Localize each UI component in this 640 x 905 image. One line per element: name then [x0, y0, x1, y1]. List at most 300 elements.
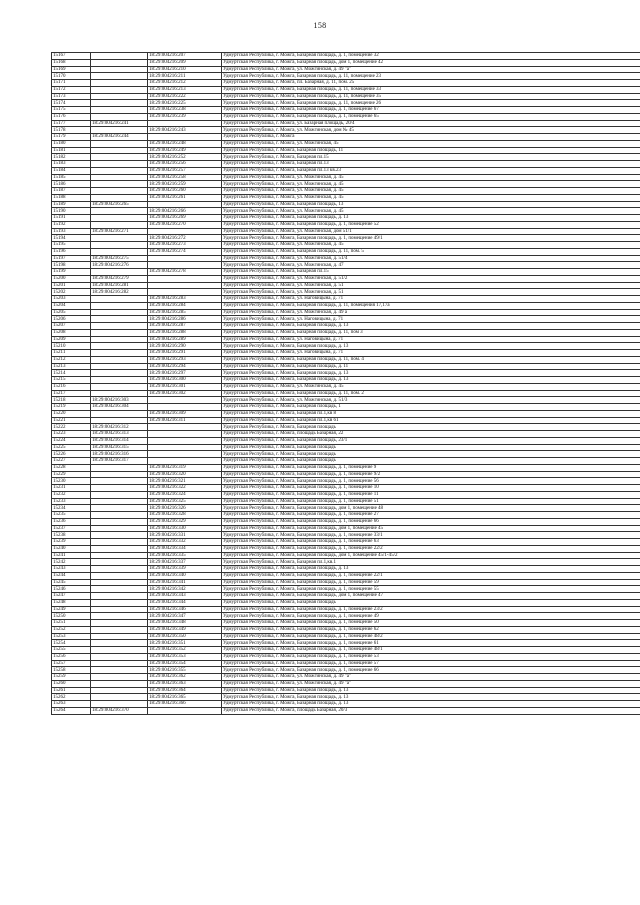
premises-number-cell: 18:29:004216:269 — [148, 215, 222, 222]
parcel-number-cell — [91, 599, 148, 606]
parcel-number-cell — [91, 593, 148, 600]
row-number-cell: 15251 — [52, 620, 91, 627]
table-row — [52, 181, 640, 188]
table-row — [52, 458, 640, 465]
address-cell: Удмуртская Республика, г. Можга, ул. Наговицына, д. 71 — [222, 316, 640, 323]
premises-number-cell: 18:29:004216:363 — [148, 680, 222, 687]
table-row — [52, 59, 640, 66]
premises-number-cell — [148, 437, 222, 444]
table-row — [52, 451, 640, 458]
address-cell: Удмуртская Республика, г. Можга, Базарная пл.15 — [222, 269, 640, 276]
address-cell: Удмуртская Республика, г. Можга, Базарная площадь, 23/1 — [222, 437, 640, 444]
table-row — [52, 161, 640, 168]
address-cell: Удмуртская Республика, г. Можга, Базарная площадь — [222, 451, 640, 458]
premises-number-cell: 18:29:004216:353 — [148, 653, 222, 660]
parcel-number-cell: 18:29:004216:281 — [91, 282, 148, 289]
parcel-number-cell — [91, 478, 148, 485]
parcel-number-cell — [91, 242, 148, 249]
parcel-number-cell — [91, 532, 148, 539]
row-number-cell: 15264 — [52, 707, 91, 714]
premises-number-cell: 18:29:004216:344 — [148, 599, 222, 606]
table-row — [52, 275, 640, 282]
premises-number-cell: 18:29:004216:320 — [148, 471, 222, 478]
row-number-cell: 15185 — [52, 174, 91, 181]
parcel-number-cell — [91, 485, 148, 492]
premises-number-cell: 18:29:004216:290 — [148, 343, 222, 350]
table-row — [52, 599, 640, 606]
table-row — [52, 242, 640, 249]
address-cell: Удмуртская Республика, г. Можга, ул. Можгинская, д. 49 "а" — [222, 680, 640, 687]
address-cell: Удмуртская Республика, г. Можга, Базарная площадь, 11 — [222, 147, 640, 154]
address-cell: Удмуртская Республика, г. Можга, ул. Можгинская, д. 47 — [222, 262, 640, 269]
address-cell: Удмуртская Республика, г. Можга, Базарная пл.1,кв.1 — [222, 559, 640, 566]
table-row — [52, 687, 640, 694]
address-cell: Удмуртская Республика, г. Можга, Базарная площадь, д. 1, помещение 23/2 — [222, 606, 640, 613]
premises-number-cell: 18:29:004216:347 — [148, 613, 222, 620]
parcel-number-cell — [91, 329, 148, 336]
row-number-cell: 15241 — [52, 552, 91, 559]
address-cell: Удмуртская Республика, г. Можга, Базарная площадь, д. 1, помещение 55 — [222, 586, 640, 593]
address-cell: Удмуртская Республика, г. Можга, ул. Можгинская, д. 45 — [222, 194, 640, 201]
parcel-number-cell — [91, 498, 148, 505]
table-row — [52, 397, 640, 404]
address-cell: Удмуртская Республика, г. Можга, Базарная площадь, дом 1, помещение 42 — [222, 59, 640, 66]
address-cell: Удмуртская Республика, г. Можга, ул. Можгинская, д. 51/3 — [222, 397, 640, 404]
premises-number-cell: 18:29:004216:319 — [148, 464, 222, 471]
address-cell: Удмуртская Республика, г. Можга, Базарная площадь, д. 1, помещение 66 — [222, 667, 640, 674]
row-number-cell: 15230 — [52, 478, 91, 485]
table-row — [52, 107, 640, 114]
parcel-number-cell — [91, 107, 148, 114]
premises-number-cell: 18:29:004216:289 — [148, 336, 222, 343]
premises-number-cell: 18:29:004216:256 — [148, 161, 222, 168]
address-cell: Удмуртская Республика, г. Можга, ул. Наговицына, д. 71 — [222, 336, 640, 343]
premises-number-cell: 18:29:004216:366 — [148, 701, 222, 708]
table-row — [52, 410, 640, 417]
row-number-cell: 15222 — [52, 424, 91, 431]
premises-number-cell: 18:29:004216:302 — [148, 390, 222, 397]
parcel-number-cell — [91, 674, 148, 681]
address-cell: Удмуртская Республика, г. Можга, ул. Наговицына, д. 71 — [222, 296, 640, 303]
premises-number-cell — [148, 397, 222, 404]
parcel-number-cell — [91, 336, 148, 343]
row-number-cell: 15221 — [52, 417, 91, 424]
row-number-cell: 15180 — [52, 140, 91, 147]
address-cell: Удмуртская Республика, г. Можга, Базарная площадь, д. 1, помещение 27 — [222, 512, 640, 519]
parcel-number-cell — [91, 377, 148, 384]
row-number-cell: 15217 — [52, 390, 91, 397]
table-row — [52, 437, 640, 444]
row-number-cell: 15220 — [52, 410, 91, 417]
parcel-number-cell — [91, 113, 148, 120]
table-row — [52, 464, 640, 471]
parcel-number-cell: 18:29:004216:370 — [91, 707, 148, 714]
row-number-cell: 15218 — [52, 397, 91, 404]
table-row — [52, 532, 640, 539]
parcel-number-cell — [91, 93, 148, 100]
row-number-cell: 15176 — [52, 113, 91, 120]
premises-number-cell: 18:29:004216:286 — [148, 316, 222, 323]
premises-number-cell: 18:29:004216:297 — [148, 370, 222, 377]
parcel-number-cell — [91, 640, 148, 647]
parcel-number-cell — [91, 410, 148, 417]
premises-number-cell: 18:29:004216:260 — [148, 188, 222, 195]
parcel-number-cell — [91, 174, 148, 181]
address-cell: Удмуртская Республика, г. Можга, Базарная площадь, д. 11, помещение 26 — [222, 100, 640, 107]
table-row — [52, 633, 640, 640]
row-number-cell: 15199 — [52, 269, 91, 276]
parcel-number-cell — [91, 167, 148, 174]
table-row — [52, 471, 640, 478]
parcel-number-cell — [91, 579, 148, 586]
premises-number-cell: 18:29:004216:291 — [148, 350, 222, 357]
address-cell: Удмуртская Республика, г. Можга, Базарная площадь, д. 11, пом. 2 — [222, 390, 640, 397]
row-number-cell: 15207 — [52, 323, 91, 330]
row-number-cell: 15237 — [52, 525, 91, 532]
premises-number-cell: 18:29:004216:348 — [148, 620, 222, 627]
parcel-number-cell — [91, 194, 148, 201]
parcel-number-cell — [91, 80, 148, 87]
parcel-number-cell — [91, 566, 148, 573]
address-cell: Удмуртская Республика, г. Можга, Базарная площадь, д. 1, помещение 11 — [222, 491, 640, 498]
table-row — [52, 350, 640, 357]
row-number-cell: 15210 — [52, 343, 91, 350]
parcel-number-cell: 18:29:004216:265 — [91, 201, 148, 208]
address-cell: Удмуртская Республика, г. Можга, ул. Можгинская, д. 51/2 — [222, 275, 640, 282]
table-row — [52, 431, 640, 438]
address-cell: Удмуртская Республика, г. Можга, Базарная площадь, д. 13 — [222, 323, 640, 330]
table-row — [52, 478, 640, 485]
premises-number-cell: 18:29:004216:300 — [148, 377, 222, 384]
table-row — [52, 653, 640, 660]
table-row — [52, 66, 640, 73]
table-row — [52, 100, 640, 107]
table-row — [52, 53, 640, 60]
row-number-cell: 15250 — [52, 613, 91, 620]
table-row — [52, 356, 640, 363]
address-cell: Удмуртская Республика, г. Можга, Базарная площадь, д. 13 — [222, 694, 640, 701]
premises-number-cell: 18:29:004216:243 — [148, 127, 222, 134]
address-cell: Удмуртская Республика, г. Можга, Базарная площадь, д. 1, помещение 63 — [222, 539, 640, 546]
parcel-number-cell: 18:29:004216:303 — [91, 397, 148, 404]
premises-number-cell — [148, 451, 222, 458]
row-number-cell: 15211 — [52, 350, 91, 357]
premises-number-cell: 18:29:004216:252 — [148, 154, 222, 161]
table-row — [52, 235, 640, 242]
parcel-number-cell: 18:29:004216:316 — [91, 451, 148, 458]
row-number-cell: 15172 — [52, 86, 91, 93]
row-number-cell: 15186 — [52, 181, 91, 188]
table-row — [52, 86, 640, 93]
parcel-number-cell: 18:29:004216:312 — [91, 424, 148, 431]
row-number-cell: 15200 — [52, 275, 91, 282]
parcel-number-cell — [91, 559, 148, 566]
address-cell: Удмуртская Республика, г. Можга, пл. Базарная, д. 11, пом. 25 — [222, 80, 640, 87]
row-number-cell: 15258 — [52, 667, 91, 674]
parcel-number-cell: 18:29:004216:315 — [91, 444, 148, 451]
address-cell: Удмуртская Республика, г. Можга, площадь Базарная, 22 — [222, 431, 640, 438]
premises-number-cell: 18:29:004216:337 — [148, 559, 222, 566]
premises-number-cell: 18:29:004216:287 — [148, 323, 222, 330]
parcel-number-cell: 18:29:004216:241 — [91, 120, 148, 127]
row-number-cell: 15233 — [52, 498, 91, 505]
row-number-cell: 15254 — [52, 640, 91, 647]
premises-number-cell: 18:29:004216:355 — [148, 667, 222, 674]
table-row — [52, 660, 640, 667]
row-number-cell: 15203 — [52, 296, 91, 303]
premises-number-cell: 18:29:004216:326 — [148, 505, 222, 512]
table-row — [52, 289, 640, 296]
address-cell: Удмуртская Республика, г. Можга, Базарная площадь, д. 11, помещение 33 — [222, 86, 640, 93]
row-number-cell: 15197 — [52, 255, 91, 262]
parcel-number-cell — [91, 633, 148, 640]
table-row — [52, 73, 640, 80]
table-row — [52, 390, 640, 397]
premises-number-cell: 18:29:004216:322 — [148, 485, 222, 492]
row-number-cell: 15189 — [52, 201, 91, 208]
table-row — [52, 174, 640, 181]
row-number-cell: 15168 — [52, 59, 91, 66]
premises-number-cell: 18:29:004216:212 — [148, 80, 222, 87]
table-row — [52, 147, 640, 154]
row-number-cell: 15215 — [52, 377, 91, 384]
parcel-number-cell — [91, 518, 148, 525]
table-row — [52, 262, 640, 269]
address-cell: Удмуртская Республика, г. Можга, Базарная площадь, д. 1, помещение 56 — [222, 478, 640, 485]
parcel-number-cell: 18:29:004216:314 — [91, 437, 148, 444]
table-row — [52, 370, 640, 377]
premises-number-cell: 18:29:004216:222 — [148, 93, 222, 100]
table-row — [52, 167, 640, 174]
row-number-cell: 15226 — [52, 451, 91, 458]
row-number-cell: 15257 — [52, 660, 91, 667]
table-row — [52, 505, 640, 512]
row-number-cell: 15195 — [52, 242, 91, 249]
parcel-number-cell: 18:29:004216:271 — [91, 228, 148, 235]
premises-number-cell: 18:29:004216:352 — [148, 647, 222, 654]
row-number-cell: 15173 — [52, 93, 91, 100]
address-cell: Удмуртская Республика, г. Можга, Базарная площадь, д. 1, помещение 22/2 — [222, 545, 640, 552]
premises-number-cell: 18:29:004216:309 — [148, 410, 222, 417]
row-number-cell: 15178 — [52, 127, 91, 134]
premises-number-cell: 18:29:004216:213 — [148, 86, 222, 93]
premises-number-cell — [148, 404, 222, 411]
table-row — [52, 424, 640, 431]
address-cell: Удмуртская Республика, г. Можга, Базарная площадь, д. 1, помещение 65 — [222, 113, 640, 120]
row-number-cell: 15175 — [52, 107, 91, 114]
premises-number-cell: 18:29:004216:266 — [148, 208, 222, 215]
table-row — [52, 593, 640, 600]
premises-number-cell — [148, 134, 222, 141]
table-row — [52, 316, 640, 323]
address-cell: Удмуртская Республика, г. Можга, Базарная площадь, дом 1, помещение 45 — [222, 525, 640, 532]
address-cell: Удмуртская Республика, г. Можга, Базарная площадь, дом 1, помещение 47 — [222, 593, 640, 600]
premises-number-cell: 18:29:004216:334 — [148, 545, 222, 552]
parcel-number-cell — [91, 161, 148, 168]
row-number-cell: 15260 — [52, 680, 91, 687]
table-row — [52, 707, 640, 714]
row-number-cell: 15261 — [52, 687, 91, 694]
row-number-cell: 15169 — [52, 66, 91, 73]
table-row — [52, 694, 640, 701]
address-cell: Удмуртская Республика, г. Можга, Базарная площадь — [222, 444, 640, 451]
parcel-number-cell — [91, 491, 148, 498]
row-number-cell: 15232 — [52, 491, 91, 498]
row-number-cell: 15208 — [52, 329, 91, 336]
parcel-number-cell — [91, 525, 148, 532]
parcel-number-cell — [91, 647, 148, 654]
table-row — [52, 667, 640, 674]
address-cell: Удмуртская Республика, г. Можга, Базарная площадь — [222, 424, 640, 431]
parcel-number-cell — [91, 356, 148, 363]
row-number-cell: 15256 — [52, 653, 91, 660]
parcel-number-cell — [91, 302, 148, 309]
premises-number-cell — [148, 282, 222, 289]
table-row — [52, 336, 640, 343]
table-row — [52, 255, 640, 262]
premises-number-cell: 18:29:004216:261 — [148, 194, 222, 201]
premises-number-cell — [148, 120, 222, 127]
row-number-cell: 15219 — [52, 404, 91, 411]
premises-number-cell: 18:29:004216:346 — [148, 606, 222, 613]
parcel-number-cell — [91, 545, 148, 552]
row-number-cell: 15231 — [52, 485, 91, 492]
address-cell: Удмуртская Республика, г. Можга, ул. Можгинская, д. 45 — [222, 174, 640, 181]
premises-number-cell: 18:29:004216:335 — [148, 552, 222, 559]
parcel-number-cell — [91, 660, 148, 667]
parcel-number-cell — [91, 363, 148, 370]
parcel-number-cell — [91, 505, 148, 512]
premises-number-cell: 18:29:004216:293 — [148, 356, 222, 363]
parcel-number-cell — [91, 586, 148, 593]
row-number-cell: 15247 — [52, 593, 91, 600]
address-cell: Удмуртская Республика, г. Можга, ул. Можгинская, д. 45 — [222, 188, 640, 195]
premises-number-cell: 18:29:004216:211 — [148, 73, 222, 80]
address-cell: Удмуртская Республика, г. Можга, Базарная площадь, д. 11 — [222, 363, 640, 370]
address-cell: Удмуртская Республика, г. Можга, Базарная площадь, д. 13 — [222, 687, 640, 694]
premises-number-cell: 18:29:004216:294 — [148, 363, 222, 370]
premises-number-cell: 18:29:004216:301 — [148, 383, 222, 390]
premises-number-cell: 18:29:004216:343 — [148, 593, 222, 600]
table-row — [52, 80, 640, 87]
table-row — [52, 545, 640, 552]
parcel-number-cell: 18:29:004216:282 — [91, 289, 148, 296]
address-cell: Удмуртская Республика, г. Можга, Базарная площадь, д. 1, помещение 66 — [222, 518, 640, 525]
row-number-cell: 15216 — [52, 383, 91, 390]
address-cell: Удмуртская Республика, г. Можга, Базарная площадь, 13 — [222, 201, 640, 208]
row-number-cell: 15194 — [52, 235, 91, 242]
table-row — [52, 404, 640, 411]
address-cell: Удмуртская Республика, г. Можга, Базарная площадь, д. 13 — [222, 370, 640, 377]
parcel-number-cell — [91, 73, 148, 80]
premises-number-cell: 18:29:004216:364 — [148, 687, 222, 694]
table-row — [52, 201, 640, 208]
parcel-number-cell — [91, 464, 148, 471]
parcel-number-cell — [91, 701, 148, 708]
row-number-cell: 15213 — [52, 363, 91, 370]
address-cell: Удмуртская Республика, г. Можга, ул. Можгинская, дом 51/1 — [222, 228, 640, 235]
address-cell: Удмуртская Республика, г. Можга, Базарная площадь, д. 1, помещение 49/1 — [222, 235, 640, 242]
address-cell: Удмуртская Республика, г. Можга, Базарная пл.13 — [222, 161, 640, 168]
premises-number-cell — [148, 289, 222, 296]
table-row — [52, 154, 640, 161]
table-row — [52, 383, 640, 390]
premises-number-cell: 18:29:004216:332 — [148, 539, 222, 546]
row-number-cell: 15223 — [52, 431, 91, 438]
parcel-number-cell: 18:29:004216:317 — [91, 458, 148, 465]
premises-number-cell — [148, 424, 222, 431]
address-cell: Удмуртская Республика, г. Можга, Базарная пл.1,кв 61 — [222, 417, 640, 424]
premises-number-cell: 18:29:004216:330 — [148, 525, 222, 532]
address-cell: Удмуртская Республика, г. Можга, Базарная площадь — [222, 599, 640, 606]
premises-number-cell — [148, 228, 222, 235]
parcel-number-cell: 18:29:004216:275 — [91, 255, 148, 262]
address-cell: Удмуртская Республика, г. Можга, ул. Можгинская, д. 45 — [222, 181, 640, 188]
parcel-number-cell — [91, 572, 148, 579]
table-row — [52, 701, 640, 708]
table-row — [52, 552, 640, 559]
address-cell: Удмуртская Республика, г. Можга, ул. Можгинская, д. 45 — [222, 208, 640, 215]
parcel-number-cell — [91, 188, 148, 195]
parcel-number-cell — [91, 86, 148, 93]
row-number-cell: 15214 — [52, 370, 91, 377]
parcel-number-cell — [91, 620, 148, 627]
row-number-cell: 15239 — [52, 539, 91, 546]
row-number-cell: 15235 — [52, 512, 91, 519]
row-number-cell: 15196 — [52, 248, 91, 255]
table-row — [52, 586, 640, 593]
table-row — [52, 485, 640, 492]
row-number-cell: 15263 — [52, 701, 91, 708]
premises-number-cell: 18:29:004216:278 — [148, 269, 222, 276]
table-row — [52, 518, 640, 525]
parcel-number-cell — [91, 653, 148, 660]
address-cell: Удмуртская Республика, г. Можга, Базарная пл.15 — [222, 154, 640, 161]
premises-number-cell — [148, 431, 222, 438]
premises-number-cell: 18:29:004216:328 — [148, 512, 222, 519]
parcel-number-cell — [91, 680, 148, 687]
address-cell: Удмуртская Республика, г. Можга, Базарная площадь, д. 1, помещение 50 — [222, 620, 640, 627]
table-row — [52, 282, 640, 289]
table-row — [52, 559, 640, 566]
premises-number-cell: 18:29:004216:350 — [148, 633, 222, 640]
address-cell: Удмуртская Республика, г. Можга, Базарная площадь, д. 1, помещение 57 — [222, 660, 640, 667]
parcel-number-cell — [91, 370, 148, 377]
row-number-cell: 15252 — [52, 626, 91, 633]
parcel-number-cell: 18:29:004216:304 — [91, 404, 148, 411]
row-number-cell: 15170 — [52, 73, 91, 80]
table-row — [52, 309, 640, 316]
row-number-cell: 15201 — [52, 282, 91, 289]
address-cell: Удмуртская Республика, г. Можга, Базарная площадь, д. 11, пом. 4 — [222, 356, 640, 363]
premises-number-cell: 18:29:004216:341 — [148, 579, 222, 586]
row-number-cell: 15206 — [52, 316, 91, 323]
address-cell: Удмуртская Республика, г. Можга, ул. Наговицына, д. 71 — [222, 350, 640, 357]
row-number-cell: 15167 — [52, 53, 91, 60]
premises-number-cell: 18:29:004216:207 — [148, 53, 222, 60]
parcel-number-cell — [91, 100, 148, 107]
address-cell: Удмуртская Республика, г. Можга, ул. Можгинская, д. 49 "а" — [222, 674, 640, 681]
parcel-number-cell — [91, 539, 148, 546]
premises-number-cell: 18:29:004216:285 — [148, 309, 222, 316]
address-cell: Удмуртская Республика, г. Можга, ул. Можгинская, д. 51 — [222, 282, 640, 289]
premises-number-cell: 18:29:004216:311 — [148, 417, 222, 424]
row-number-cell: 15249 — [52, 606, 91, 613]
table-row — [52, 269, 640, 276]
address-cell: Удмуртская Республика, г. Можга, Базарная площадь — [222, 458, 640, 465]
row-number-cell: 15262 — [52, 694, 91, 701]
address-cell: Удмуртская Республика, г. Можга, Базарная площадь, д. 1, помещение 9 — [222, 464, 640, 471]
